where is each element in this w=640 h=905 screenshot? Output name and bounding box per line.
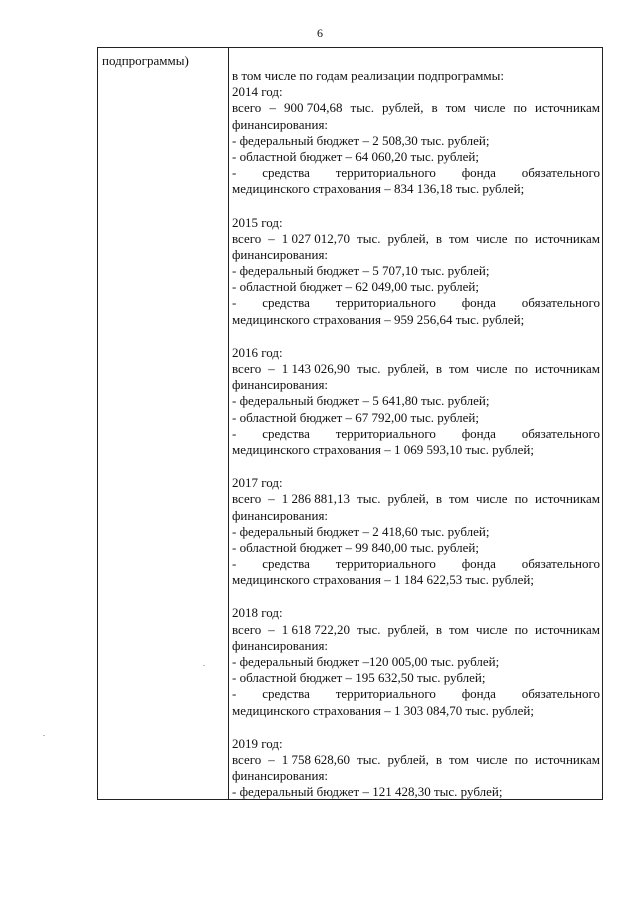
insurance-fund-line-word: территориального bbox=[335, 165, 436, 181]
insurance-fund-line-word: - bbox=[232, 425, 237, 441]
total-line-word: числе bbox=[476, 621, 508, 637]
total-line-word: тыс. bbox=[357, 491, 381, 507]
total-line-continued: финансирования: bbox=[232, 768, 329, 784]
total-line-word: по bbox=[514, 230, 529, 246]
total-line-word: – bbox=[268, 491, 275, 507]
insurance-fund-line-word: территориального bbox=[335, 686, 436, 702]
regional-budget-line: - областной бюджет – 67 792,00 тыс. рублей; bbox=[232, 409, 479, 425]
total-line-continued: финансирования: bbox=[232, 507, 329, 523]
total-line-word: – bbox=[268, 751, 275, 767]
total-line-word: – bbox=[268, 361, 275, 376]
total-line-word: рублей, bbox=[387, 621, 429, 637]
total-line-word: числе bbox=[476, 751, 508, 767]
total-line bbox=[232, 622, 600, 638]
total-line-word: том bbox=[449, 491, 470, 507]
insurance-fund-line-word: средства bbox=[262, 686, 310, 702]
total-line-word: в bbox=[435, 621, 443, 637]
total-line-word: 900 704,68 bbox=[283, 100, 343, 116]
insurance-fund-line-word: - bbox=[232, 295, 237, 311]
intro-line: в том числе по годам реализации подпрограммы: bbox=[232, 68, 504, 83]
total-line-word: по bbox=[514, 621, 529, 637]
total-line-word: числе bbox=[473, 100, 506, 116]
total-line bbox=[232, 491, 600, 507]
total-line-word: числе bbox=[476, 491, 508, 507]
insurance-fund-line-word: обязательного bbox=[521, 425, 600, 441]
insurance-fund-line-word: средства bbox=[262, 425, 310, 441]
total-line-word: – bbox=[268, 621, 275, 637]
total-line-word: рублей, bbox=[382, 100, 424, 116]
total-line-word: рублей, bbox=[387, 491, 429, 507]
year-heading: 2018 год: bbox=[232, 605, 283, 621]
total-line-word: по bbox=[513, 100, 527, 116]
left-cell-label: подпрограммы) bbox=[102, 53, 189, 68]
insurance-fund-line-word: обязательного bbox=[521, 556, 600, 572]
total-line bbox=[232, 752, 600, 768]
insurance-fund-line bbox=[232, 295, 600, 311]
insurance-fund-line bbox=[232, 165, 600, 181]
insurance-fund-line bbox=[232, 426, 600, 442]
total-line-word: 1 286 881,13 bbox=[281, 491, 351, 507]
total-line-word: источникам bbox=[535, 361, 600, 376]
total-line-word: тыс. bbox=[357, 361, 381, 376]
regional-budget-line: - областной бюджет – 99 840,00 тыс. рублей; bbox=[232, 539, 479, 555]
scan-speck bbox=[203, 665, 205, 666]
total-line-word: тыс. bbox=[357, 230, 381, 246]
insurance-fund-line-word: обязательного bbox=[521, 165, 600, 181]
total-line-continued: финансирования: bbox=[232, 637, 329, 653]
insurance-fund-line-word: фонда bbox=[461, 425, 496, 441]
total-line-word: в bbox=[435, 230, 443, 246]
total-line-word: – bbox=[269, 100, 276, 116]
total-line-word: всего bbox=[232, 361, 262, 376]
total-line-word: 1 758 628,60 bbox=[281, 751, 351, 767]
insurance-fund-line-word: фонда bbox=[461, 556, 496, 572]
insurance-fund-line-word: фонда bbox=[461, 165, 496, 181]
year-heading: 2017 год: bbox=[232, 475, 283, 491]
total-line-word: всего bbox=[232, 491, 262, 507]
funding-cell bbox=[232, 68, 600, 818]
total-line-word: 1 618 722,20 bbox=[281, 621, 351, 637]
scan-speck bbox=[43, 735, 45, 736]
year-block bbox=[232, 84, 600, 197]
insurance-fund-line-continued: медицинского страхования – 1 184 622,53 тыс. рублей; bbox=[232, 572, 534, 588]
federal-budget-line: - федеральный бюджет – 2 508,30 тыс. рублей; bbox=[232, 132, 490, 148]
total-line-word: том bbox=[449, 361, 470, 376]
total-line-word: в bbox=[431, 100, 438, 116]
column-divider bbox=[228, 48, 229, 799]
insurance-fund-line-word: фонда bbox=[461, 295, 496, 311]
total-line-word: источникам bbox=[534, 100, 600, 116]
federal-budget-line: - федеральный бюджет –120 005,00 тыс. рублей; bbox=[232, 654, 500, 669]
total-line-word: по bbox=[514, 491, 529, 507]
insurance-fund-line-word: территориального bbox=[335, 425, 436, 441]
insurance-fund-line-continued: медицинского страхования – 1 069 593,10 тыс. рублей; bbox=[232, 441, 534, 457]
total-line-word: том bbox=[449, 230, 470, 246]
regional-budget-line: - областной бюджет – 62 049,00 тыс. рублей; bbox=[232, 279, 479, 295]
total-line-word: всего bbox=[232, 751, 262, 767]
year-heading: 2016 год: bbox=[232, 344, 283, 360]
total-line-word: в bbox=[435, 491, 443, 507]
insurance-fund-line-continued: медицинского страхования – 834 136,18 тыс. рублей; bbox=[232, 181, 525, 197]
total-line-word: по bbox=[514, 361, 529, 376]
insurance-fund-line-word: средства bbox=[262, 165, 310, 181]
year-heading: 2014 год: bbox=[232, 84, 283, 100]
federal-budget-line: - федеральный бюджет – 121 428,30 тыс. рублей; bbox=[232, 784, 503, 800]
year-block bbox=[232, 605, 600, 718]
total-line-word: том bbox=[445, 100, 466, 116]
insurance-fund-line-word: фонда bbox=[461, 686, 496, 702]
federal-budget-line: - федеральный бюджет – 5 707,10 тыс. рублей; bbox=[232, 263, 490, 279]
total-line-word: всего bbox=[232, 230, 262, 246]
total-line-word: том bbox=[449, 751, 470, 767]
total-line-word: всего bbox=[232, 100, 262, 116]
insurance-fund-line-continued: медицинского страхования – 959 256,64 тыс. рублей; bbox=[232, 311, 525, 327]
program-table bbox=[97, 47, 603, 800]
total-line-word: тыс. bbox=[350, 100, 374, 116]
insurance-fund-line bbox=[232, 686, 600, 702]
total-line-word: 1 143 026,90 bbox=[281, 361, 351, 376]
total-line-word: рублей, bbox=[387, 361, 429, 376]
total-line-continued: финансирования: bbox=[232, 116, 329, 132]
regional-budget-line: - областной бюджет – 195 632,50 тыс. рублей; bbox=[232, 670, 486, 686]
total-line-word: рублей, bbox=[387, 230, 429, 246]
total-line bbox=[232, 361, 600, 377]
year-block bbox=[232, 475, 600, 588]
insurance-fund-line bbox=[232, 556, 600, 572]
federal-budget-line: - федеральный бюджет – 5 641,80 тыс. рублей; bbox=[232, 393, 490, 409]
year-heading: 2019 год: bbox=[232, 735, 283, 751]
year-block bbox=[232, 345, 600, 458]
total-line-word: источникам bbox=[535, 491, 600, 507]
total-line-word: – bbox=[268, 230, 275, 246]
total-line-word: рублей, bbox=[387, 751, 429, 767]
total-line-word: по bbox=[514, 751, 529, 767]
insurance-fund-line-word: территориального bbox=[335, 295, 436, 311]
insurance-fund-line-word: обязательного bbox=[521, 295, 600, 311]
total-line-word: источникам bbox=[535, 621, 600, 637]
insurance-fund-line-word: - bbox=[232, 556, 237, 572]
total-line-word: в bbox=[435, 751, 443, 767]
total-line bbox=[232, 100, 600, 116]
insurance-fund-line-word: обязательного bbox=[521, 686, 600, 702]
insurance-fund-line-word: территориального bbox=[335, 556, 436, 572]
total-line-word: числе bbox=[476, 361, 508, 376]
insurance-fund-line-word: - bbox=[232, 686, 237, 702]
total-line-word: всего bbox=[232, 621, 262, 637]
insurance-fund-line-word: - bbox=[232, 165, 237, 181]
year-block bbox=[232, 736, 600, 801]
total-line-word: том bbox=[449, 621, 470, 637]
regional-budget-line: - областной бюджет – 64 060,20 тыс. рублей; bbox=[232, 148, 479, 164]
total-line-word: 1 027 012,70 bbox=[281, 230, 351, 246]
insurance-fund-line-continued: медицинского страхования – 1 303 084,70 тыс. рублей; bbox=[232, 702, 534, 718]
total-line bbox=[232, 231, 600, 247]
total-line-word: тыс. bbox=[357, 621, 381, 637]
total-line-word: в bbox=[435, 361, 443, 376]
total-line-continued: финансирования: bbox=[232, 246, 329, 262]
total-line-word: числе bbox=[476, 230, 508, 246]
total-line-word: источникам bbox=[535, 230, 600, 246]
page-number: 6 bbox=[317, 26, 323, 40]
year-block bbox=[232, 215, 600, 328]
total-line-continued: финансирования: bbox=[232, 377, 329, 393]
federal-budget-line: - федеральный бюджет – 2 418,60 тыс. рублей; bbox=[232, 523, 490, 539]
total-line-word: тыс. bbox=[357, 751, 381, 767]
total-line-word: источникам bbox=[535, 751, 600, 767]
insurance-fund-line-word: средства bbox=[262, 295, 310, 311]
insurance-fund-line-word: средства bbox=[262, 556, 310, 572]
year-heading: 2015 год: bbox=[232, 214, 283, 230]
